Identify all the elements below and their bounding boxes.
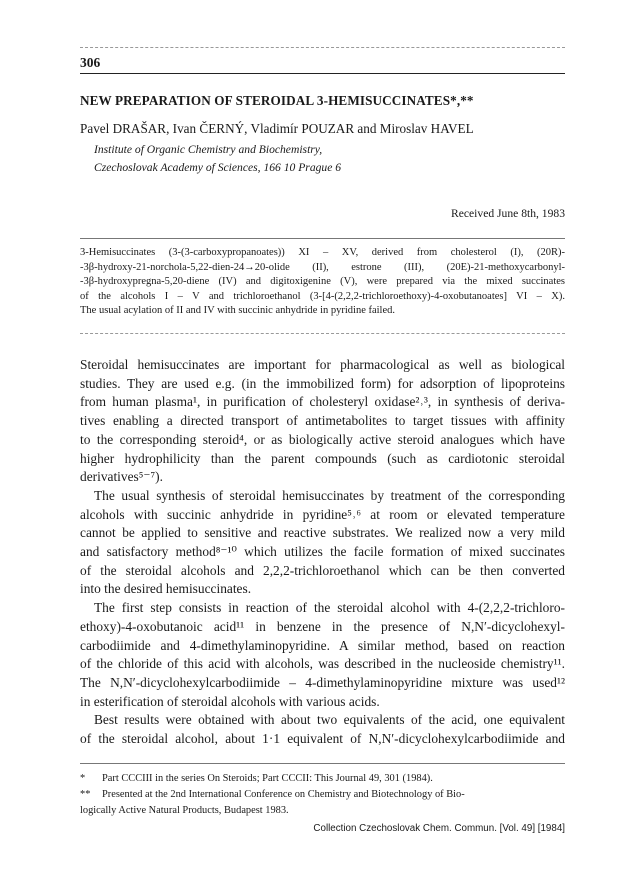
body-line: of the chloride of this acid with alcohols, was described in the nucleoside chemistry¹¹. [80,656,565,672]
affiliation-line-2: Czechoslovak Academy of Sciences, 166 10 Prague 6 [94,161,342,174]
body-line: and satisfactory method⁸⁻¹⁰ which utilizes the facile formation of mixed succinates [80,544,565,560]
footnote-rule [80,763,565,764]
footnote-text: Presented at the 2nd International Conference on Chemistry and Biotechnology of Bio- [102,789,465,800]
affiliation-line-1: Institute of Organic Chemistry and Biochemistry, [94,143,323,156]
body-line: ethoxy)-4-oxobutanoic acid¹¹ in benzene in the presence of N,N′-dicyclohexyl- [80,618,565,634]
footnote-text: Part CCCIII in the series On Steroids; Part CCCII: This Journal 49, 301 (1984). [102,773,433,784]
body-line: Steroidal hemisuccinates are important for pharmacological as well as biological [80,357,565,372]
footnote [80,771,565,787]
body-line: alcohols with succinic anhydride in pyridine⁵˒⁶ at room or elevated temperature [80,506,565,522]
abstract-line: -3β-hydroxypregna-5,20-diene (IV) and digitoxigenine (V), were prepared via the mixed succinates [80,276,565,287]
body-text [80,356,565,749]
received-date: Received June 8th, 1983 [451,207,565,220]
body-line: in esterification of steroidal alcohols with various acids. [80,693,380,709]
body-line: carbodiimide and 4-dimethylaminopyridine. A similar method, based on reaction [80,637,565,653]
header-rule [80,73,565,74]
body-line: into the desired hemisuccinates. [80,581,252,597]
body-line: cannot be applied to sensitive and reactive substrates. We realized now a very mild [80,525,565,541]
footnote [80,787,565,803]
abstract-line: The usual acylation of II and IV with succinic anhydride in pyridine failed. [80,305,395,316]
abstract-line: -3β-hydroxy-21-norchola-5,22-dien-24→20-olide (II), estrone (III), (20E)-21-methoxycarbonyl- [80,261,565,273]
body-line: higher hydrophilicity than the parent compounds (such as cardiotonic steroidal [80,450,565,466]
body-line: studies. They are used e.g. (in the immobilized form) for adsorption of lipoproteins [80,375,565,391]
body-line: to the corresponding steroid⁴, or as biologically active steroid analogues which have [80,431,565,447]
abstract-bottom-rule [80,333,565,334]
body-line: derivatives⁵⁻⁷). [80,469,163,485]
page-number: 306 [80,55,101,70]
footnotes [80,771,565,819]
abstract-line: of the alcohols I – V and trichloroethanol (3-[4-(2,2,2-trichloroethoxy)-4-oxobutanoates] VI – X). [80,290,565,302]
body-line: Best results were obtained with about two equivalents of the acid, one equivalent [94,712,565,728]
abstract [80,246,565,319]
body-line: of the steroidal alcohol, about 1·1 equivalent of N,N′-dicyclohexylcarbodiimide and [80,731,565,747]
abstract-line: 3-Hemisuccinates (3-(3-carboxypropanoates)) XI – XV, derived from cholesterol (I), (20R)- [80,247,565,258]
body-line: The usual synthesis of steroidal hemisuccinates by treatment of the corresponding [94,487,565,503]
body-line: The N,N′-dicyclohexylcarbodiimide – 4-dimethylaminopyridine mixture was used¹² [80,674,565,690]
body-line: tives enabling a directed transport of antimetabolites to target tissues with affinity [80,413,565,429]
article-title: NEW PREPARATION OF STEROIDAL 3-HEMISUCCINATES*,** [80,93,474,108]
body-line: of the steroidal alcohols and 2,2,2-trichloroethanol which can be then converted [80,562,565,578]
author-list: Pavel DRAŠAR, Ivan ČERNÝ, Vladimír POUZAR and Miroslav HAVEL [80,121,474,136]
footnote-mark: * [80,773,86,784]
body-line: The first step consists in reaction of the steroidal alcohol with 4-(2,2,2-trichloro- [94,600,565,616]
body-line: from human plasma¹, in purification of cholesteryl oxidase²˒³, in synthesis of deriva- [80,394,565,410]
footnote-mark: ** [80,789,91,800]
journal-citation: Collection Czechoslovak Chem. Commun. [Vol. 49] [1984] [313,823,565,834]
top-rule [80,47,565,48]
footnote-continuation: logically Active Natural Products, Budapest 1983. [80,805,289,816]
abstract-top-rule [80,238,565,239]
